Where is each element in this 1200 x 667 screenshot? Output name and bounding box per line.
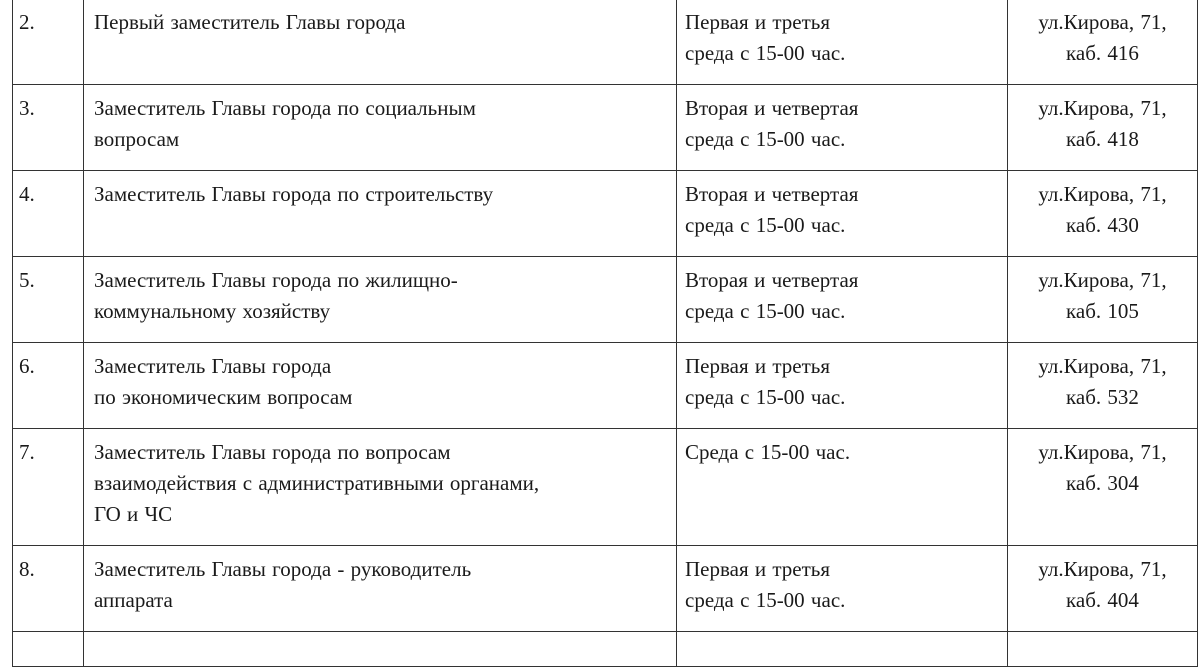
address-street: ул.Кирова, 71, bbox=[1038, 557, 1167, 581]
schedule-cell bbox=[677, 0, 1008, 85]
address-street: ул.Кирова, 71, bbox=[1038, 182, 1167, 206]
address-room: каб. 418 bbox=[1066, 127, 1139, 151]
table-row-partial bbox=[13, 632, 1198, 667]
address-cell bbox=[1008, 171, 1198, 257]
position-cell bbox=[84, 85, 677, 171]
position-text: ГО и ЧС bbox=[94, 502, 173, 526]
schedule-text: среда с 15-00 час. bbox=[685, 127, 846, 151]
schedule-cell bbox=[677, 85, 1008, 171]
schedule-cell bbox=[677, 546, 1008, 632]
row-number: 5. bbox=[19, 268, 35, 292]
row-number: 6. bbox=[19, 354, 35, 378]
schedule-cell bbox=[677, 257, 1008, 343]
row-number: 2. bbox=[19, 10, 35, 34]
schedule-text: среда с 15-00 час. bbox=[685, 299, 846, 323]
row-number: 7. bbox=[19, 440, 35, 464]
position-text: Заместитель Главы города - руководитель bbox=[94, 557, 472, 581]
schedule-text: среда с 15-00 час. bbox=[685, 588, 846, 612]
position-text: по экономическим вопросам bbox=[94, 385, 353, 409]
row-number-cell bbox=[13, 632, 84, 667]
schedule-text: среда с 15-00 час. bbox=[685, 41, 846, 65]
position-cell bbox=[84, 429, 677, 546]
address-street: ул.Кирова, 71, bbox=[1038, 440, 1167, 464]
position-text: Заместитель Главы города по социальным bbox=[94, 96, 476, 120]
schedule-text: Вторая и четвертая bbox=[685, 96, 859, 120]
position-cell bbox=[84, 546, 677, 632]
row-number-cell bbox=[13, 429, 84, 546]
address-street: ул.Кирова, 71, bbox=[1038, 96, 1167, 120]
row-number-cell bbox=[13, 85, 84, 171]
schedule-text: Вторая и четвертая bbox=[685, 268, 859, 292]
schedule-cell bbox=[677, 171, 1008, 257]
schedule-text: среда с 15-00 час. bbox=[685, 213, 846, 237]
position-text: взаимодействия с административными органами, bbox=[94, 471, 540, 495]
position-cell bbox=[84, 257, 677, 343]
schedule-text: Первая и третья bbox=[685, 557, 831, 581]
address-cell bbox=[1008, 85, 1198, 171]
position-text: Заместитель Главы города bbox=[94, 354, 332, 378]
table-row bbox=[13, 85, 1198, 171]
table-row bbox=[13, 546, 1198, 632]
reception-schedule-table bbox=[12, 0, 1198, 667]
address-street: ул.Кирова, 71, bbox=[1038, 268, 1167, 292]
address-room: каб. 105 bbox=[1066, 299, 1139, 323]
schedule-text: Первая и третья bbox=[685, 10, 831, 34]
table-row bbox=[13, 171, 1198, 257]
position-cell bbox=[84, 632, 677, 667]
address-street: ул.Кирова, 71, bbox=[1038, 10, 1167, 34]
table-row bbox=[13, 257, 1198, 343]
address-room: каб. 304 bbox=[1066, 471, 1139, 495]
row-number-cell bbox=[13, 257, 84, 343]
address-room: каб. 416 bbox=[1066, 41, 1139, 65]
position-text: коммунальному хозяйству bbox=[94, 299, 331, 323]
address-room: каб. 430 bbox=[1066, 213, 1139, 237]
row-number-cell bbox=[13, 171, 84, 257]
schedule-cell bbox=[677, 429, 1008, 546]
address-room: каб. 404 bbox=[1066, 588, 1139, 612]
address-street: ул.Кирова, 71, bbox=[1038, 354, 1167, 378]
row-number: 8. bbox=[19, 557, 35, 581]
position-text: Заместитель Главы города по строительству bbox=[94, 182, 494, 206]
position-cell bbox=[84, 171, 677, 257]
row-number: 4. bbox=[19, 182, 35, 206]
schedule-text: Первая и третья bbox=[685, 354, 831, 378]
position-cell bbox=[84, 0, 677, 85]
position-text: Заместитель Главы города по вопросам bbox=[94, 440, 451, 464]
table-row bbox=[13, 429, 1198, 546]
address-room: каб. 532 bbox=[1066, 385, 1139, 409]
schedule-text: Среда с 15-00 час. bbox=[685, 440, 851, 464]
address-cell bbox=[1008, 343, 1198, 429]
position-text: Заместитель Главы города по жилищно- bbox=[94, 268, 458, 292]
position-text: Первый заместитель Главы города bbox=[94, 10, 406, 34]
address-cell bbox=[1008, 257, 1198, 343]
position-text: вопросам bbox=[94, 127, 180, 151]
position-cell bbox=[84, 343, 677, 429]
address-cell bbox=[1008, 0, 1198, 85]
schedule-cell bbox=[677, 632, 1008, 667]
row-number: 3. bbox=[19, 96, 35, 120]
address-cell bbox=[1008, 429, 1198, 546]
address-cell bbox=[1008, 546, 1198, 632]
address-cell bbox=[1008, 632, 1198, 667]
row-number-cell bbox=[13, 343, 84, 429]
table-row bbox=[13, 343, 1198, 429]
position-text: аппарата bbox=[94, 588, 173, 612]
schedule-text: Вторая и четвертая bbox=[685, 182, 859, 206]
row-number-cell bbox=[13, 546, 84, 632]
row-number-cell bbox=[13, 0, 84, 85]
table-row bbox=[13, 0, 1198, 85]
schedule-text: среда с 15-00 час. bbox=[685, 385, 846, 409]
schedule-cell bbox=[677, 343, 1008, 429]
